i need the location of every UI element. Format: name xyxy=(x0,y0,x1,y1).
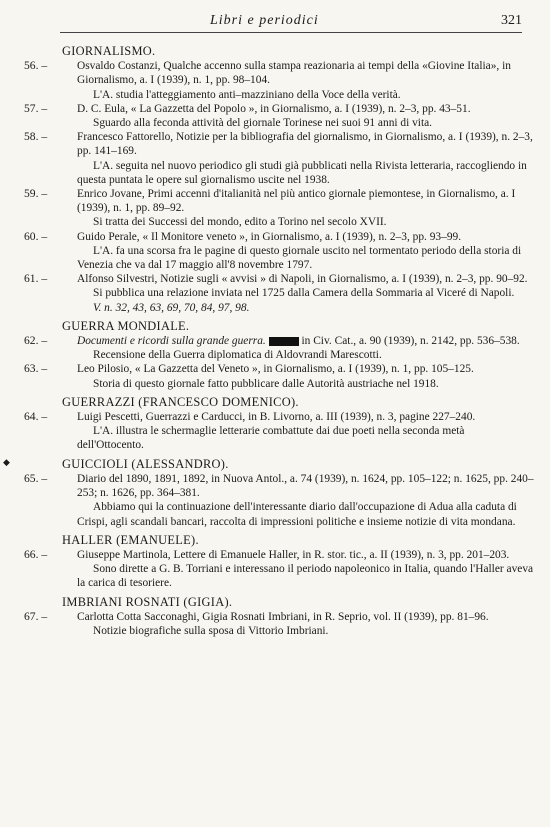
section-heading: GUERRAZZI (FRANCESCO DOMENICO). xyxy=(62,394,299,409)
running-header xyxy=(60,14,522,33)
page-number: 321 xyxy=(501,13,522,28)
running-title: Libri e periodici xyxy=(210,13,319,28)
bib-entry-58: 58. – Francesco Fattorello, Notizie per la bibliografia del giornalismo, in Giornalismo, a. I (1939), n. 2–3, pp. 141–169. xyxy=(24,130,533,158)
bibliography-list xyxy=(22,40,534,638)
section-heading: GUERRA MONDIALE. xyxy=(62,318,190,333)
section-heading: HALLER (EMANUELE). xyxy=(62,532,199,547)
cross-references: V. n. 32, 43, 63, 69, 70, 84, 97, 98. xyxy=(93,301,250,314)
entry-note: Si pubblica una relazione inviata nel 1725 dalla Camera della Sommaria al Viceré di Napoli. xyxy=(93,287,515,300)
bib-entry-64: 64. – Luigi Pescetti, Guerrazzi e Carducci, in B. Livorno, a. III (1939), n. 3, pagine 227–240. xyxy=(24,410,476,424)
section-heading: GIORNALISMO. xyxy=(62,44,156,58)
entry-note: Storia di questo giornale fatto pubblicare dalle Autorità austriache nel 1918. xyxy=(93,377,439,390)
section-heading: IMBRIANI ROSNATI (GIGIA). xyxy=(62,594,233,609)
entry-note: L'A. studia l'atteggiamento anti–mazziniano della Voce della verità. xyxy=(93,88,401,101)
section-heading: GUICCIOLI (ALESSANDRO). xyxy=(62,456,229,471)
entry-note: Notizie biografiche sulla sposa di Vittorio Imbriani. xyxy=(93,624,329,637)
entry-note: L'A. seguita nel nuovo periodico gli studi già pubblicati nella Rivista letteraria, raccogliendo in questa puntata le opere sul giornalismo uscite nel 1938. xyxy=(77,159,527,186)
bib-entry-59: 59. – Enrico Jovane, Primi accenni d'italianità nel più antico giornale piemontese, in Giornalismo, a. I (1939), n. 1, pp. 89–92. xyxy=(24,187,516,215)
bib-entry-66: 66. – Giuseppe Martinola, Lettere di Emanuele Haller, in R. stor. tic., a. II (1939), n. 3, pp. 201–203. xyxy=(24,547,510,561)
entry-note: L'A. illustra le schermaglie letterarie combattute dai due poeti nella seconda metà dell'Ottocento. xyxy=(77,425,465,452)
bib-entry-57: 57. – D. C. Eula, « La Gazzetta del Popolo », in Giornalismo, a. I (1939), n. 2–3, pp. 43–51. xyxy=(24,101,471,115)
entry-note: Abbiamo qui la continuazione dell'interessante diario dall'occupazione di Adua alla caduta di Crispi, agli scandali bancari, raccolta di impressioni politiche e insieme notizie di vita mondana. xyxy=(77,501,517,528)
entry-note: Sguardo alla feconda attività del giornale Torinese nei suoi 91 anni di vita. xyxy=(93,117,433,130)
entry-note: Recensione della Guerra diplomatica di Aldovrandi Marescotti. xyxy=(93,349,382,362)
bib-entry-61: 61. – Alfonso Silvestri, Notizie sugli « avvisi » di Napoli, in Giornalismo, a. I (1939), n. 2–3, pp. 90–92. xyxy=(24,272,528,286)
entry-note: L'A. fa una scorsa fra le pagine di questo giornale uscito nel tormentato periodo della storia di Venezia che va dal 17 maggio all'8 novembre 1797. xyxy=(77,244,522,272)
bib-entry-67: 67. – Carlotta Cotta Sacconaghi, Gigia Rosnati Imbriani, in R. Seprio, vol. II (1939), pp. 81–96. xyxy=(24,609,489,623)
redaction-mark xyxy=(269,337,299,346)
entry-note: Si tratta dei Successi del mondo, edito a Torino nel secolo XVII. xyxy=(93,216,387,229)
margin-mark: ◆ xyxy=(3,457,10,467)
bib-entry-63: 63. – Leo Pilosio, « La Gazzetta del Veneto », in Giornalismo, a. I (1939), n. 1, pp. 105–125. xyxy=(24,362,474,376)
bib-entry-62: 62. – Documenti e ricordi sulla grande guerra. in Civ. Cat., a. 90 (1939), n. 2142, pp. 536–538. xyxy=(24,334,520,348)
bib-entry-60: 60. – Guido Perale, « Il Monitore veneto », in Giornalismo, a. I (1939), n. 2–3, pp. 93–99. xyxy=(24,229,462,243)
entry-note: Sono dirette a G. B. Torriani e interessano il periodo napoleonico in Italia, quando l'Haller aveva la carica di tesoriere. xyxy=(77,563,534,590)
bib-entry-65: 65. – Diario del 1890, 1891, 1892, in Nuova Antol., a. 74 (1939), n. 1624, pp. 105–122; n. 1625, pp. 240–253; n. 1626, pp. 364–381. xyxy=(24,471,534,500)
bib-entry-56: 56. – Osvaldo Costanzi, Qualche accenno sulla stampa reazionaria ai tempi della «Giovine Italia», in Giornalismo, a. I (1939), n. 1, pp. 98–104. xyxy=(24,59,511,87)
